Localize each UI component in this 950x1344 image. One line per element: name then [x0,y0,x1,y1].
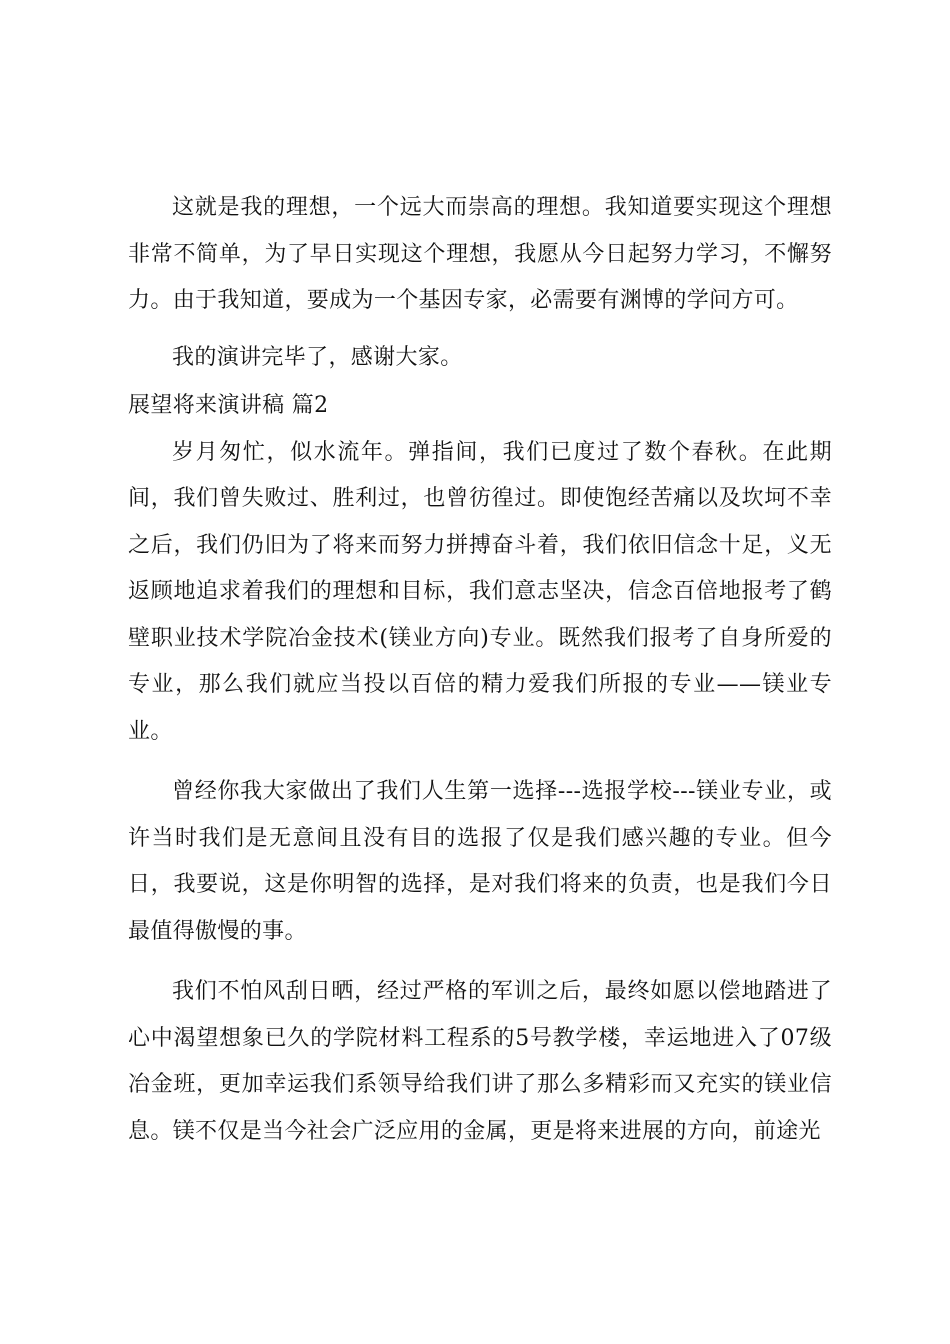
paragraph-time: 岁月匆忙，似水流年。弹指间，我们已度过了数个春秋。在此期间，我们曾失败过、胜利过，也曾彷徨过。即使饱经苦痛以及坎坷不幸之后，我们仍旧为了将来而努力拼搏奋斗着，我们依旧信念十足，义无返顾地追求着我们的理想和目标，我们意志坚决，信念百倍地报考了鹤壁职业技术学院冶金技术(镁业方向)专业。既然我们报考了自身所爱的专业，那么我们就应当投以百倍的精力爱我们所报的专业——镁业专业。 [128,439,832,744]
paragraph-choice: 曾经你我大家做出了我们人生第一选择---选报学校---镁业专业，或许当时我们是无意间且没有目的选报了仅是我们感兴趣的专业。但今日，我要说，这是你明智的选择，是对我们将来的负责，也是我们今日最值得傲慢的事。 [128,779,832,944]
section-heading: 展望将来演讲稿 篇2 [128,393,329,418]
paragraph-closing: 我的演讲完毕了，感谢大家。 [172,344,463,370]
document-body [128,185,832,1155]
paragraph-ideal: 这就是我的理想，一个远大而崇高的理想。我知道要实现这个理想非常不简单，为了早日实现这个理想，我愿从今日起努力学习，不懈努力。由于我知道，要成为一个基因专家，必需要有渊博的学问方可。 [128,195,832,313]
paragraph-training: 我们不怕风刮日晒，经过严格的军训之后，最终如愿以偿地踏进了心中渴望想象已久的学院材料工程系的5号教学楼，幸运地进入了07级冶金班，更加幸运我们系领导给我们讲了那么多精彩而又充实的镁业信息。镁不仅是当今社会广泛应用的金属，更是将来进展的方向，前途光 [128,979,832,1144]
